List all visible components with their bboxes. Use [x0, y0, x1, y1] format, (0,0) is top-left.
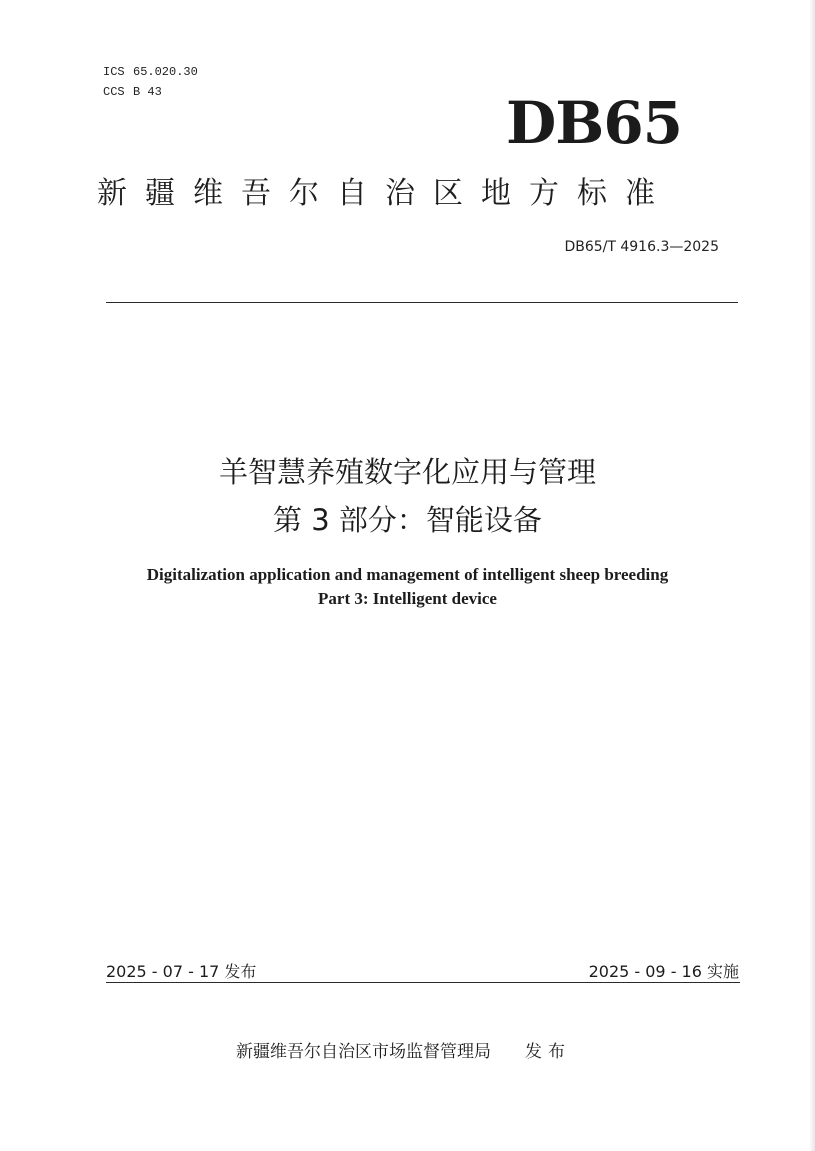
publisher-label: 发布: [525, 1042, 571, 1062]
scan-edge-shadow: [809, 0, 815, 1151]
ccs-code: B 43: [133, 85, 162, 99]
top-divider: [106, 302, 738, 303]
publisher-name: 新疆维吾尔自治区市场监督管理局: [236, 1042, 491, 1062]
classification-codes: [103, 62, 198, 102]
bottom-divider: [106, 982, 740, 983]
title-cn-line1: 羊智慧养殖数字化应用与管理: [218, 455, 596, 489]
issue-date: 2025 - 07 - 17 发布: [106, 962, 257, 981]
ics-label: ICS: [103, 65, 125, 79]
standard-number: DB65/T 4916.3—2025: [564, 239, 719, 255]
authority-title: 新疆维吾尔自治区地方标准: [97, 176, 673, 211]
title-en-line2: Part 3: Intelligent device: [318, 589, 497, 608]
ccs-row: [103, 82, 198, 102]
title-cn-line2: 第 3 部分：智能设备: [273, 503, 542, 537]
publisher: [236, 1037, 571, 1062]
title-en-line1: Digitalization application and management of intelligent sheep breeding: [146, 565, 669, 584]
ics-code: 65.020.30: [133, 65, 198, 79]
implementation-date: 2025 - 09 - 16 实施: [588, 962, 739, 981]
db65-logo: DB65: [506, 89, 683, 157]
ics-row: [103, 62, 198, 82]
ccs-label: CCS: [103, 85, 125, 99]
